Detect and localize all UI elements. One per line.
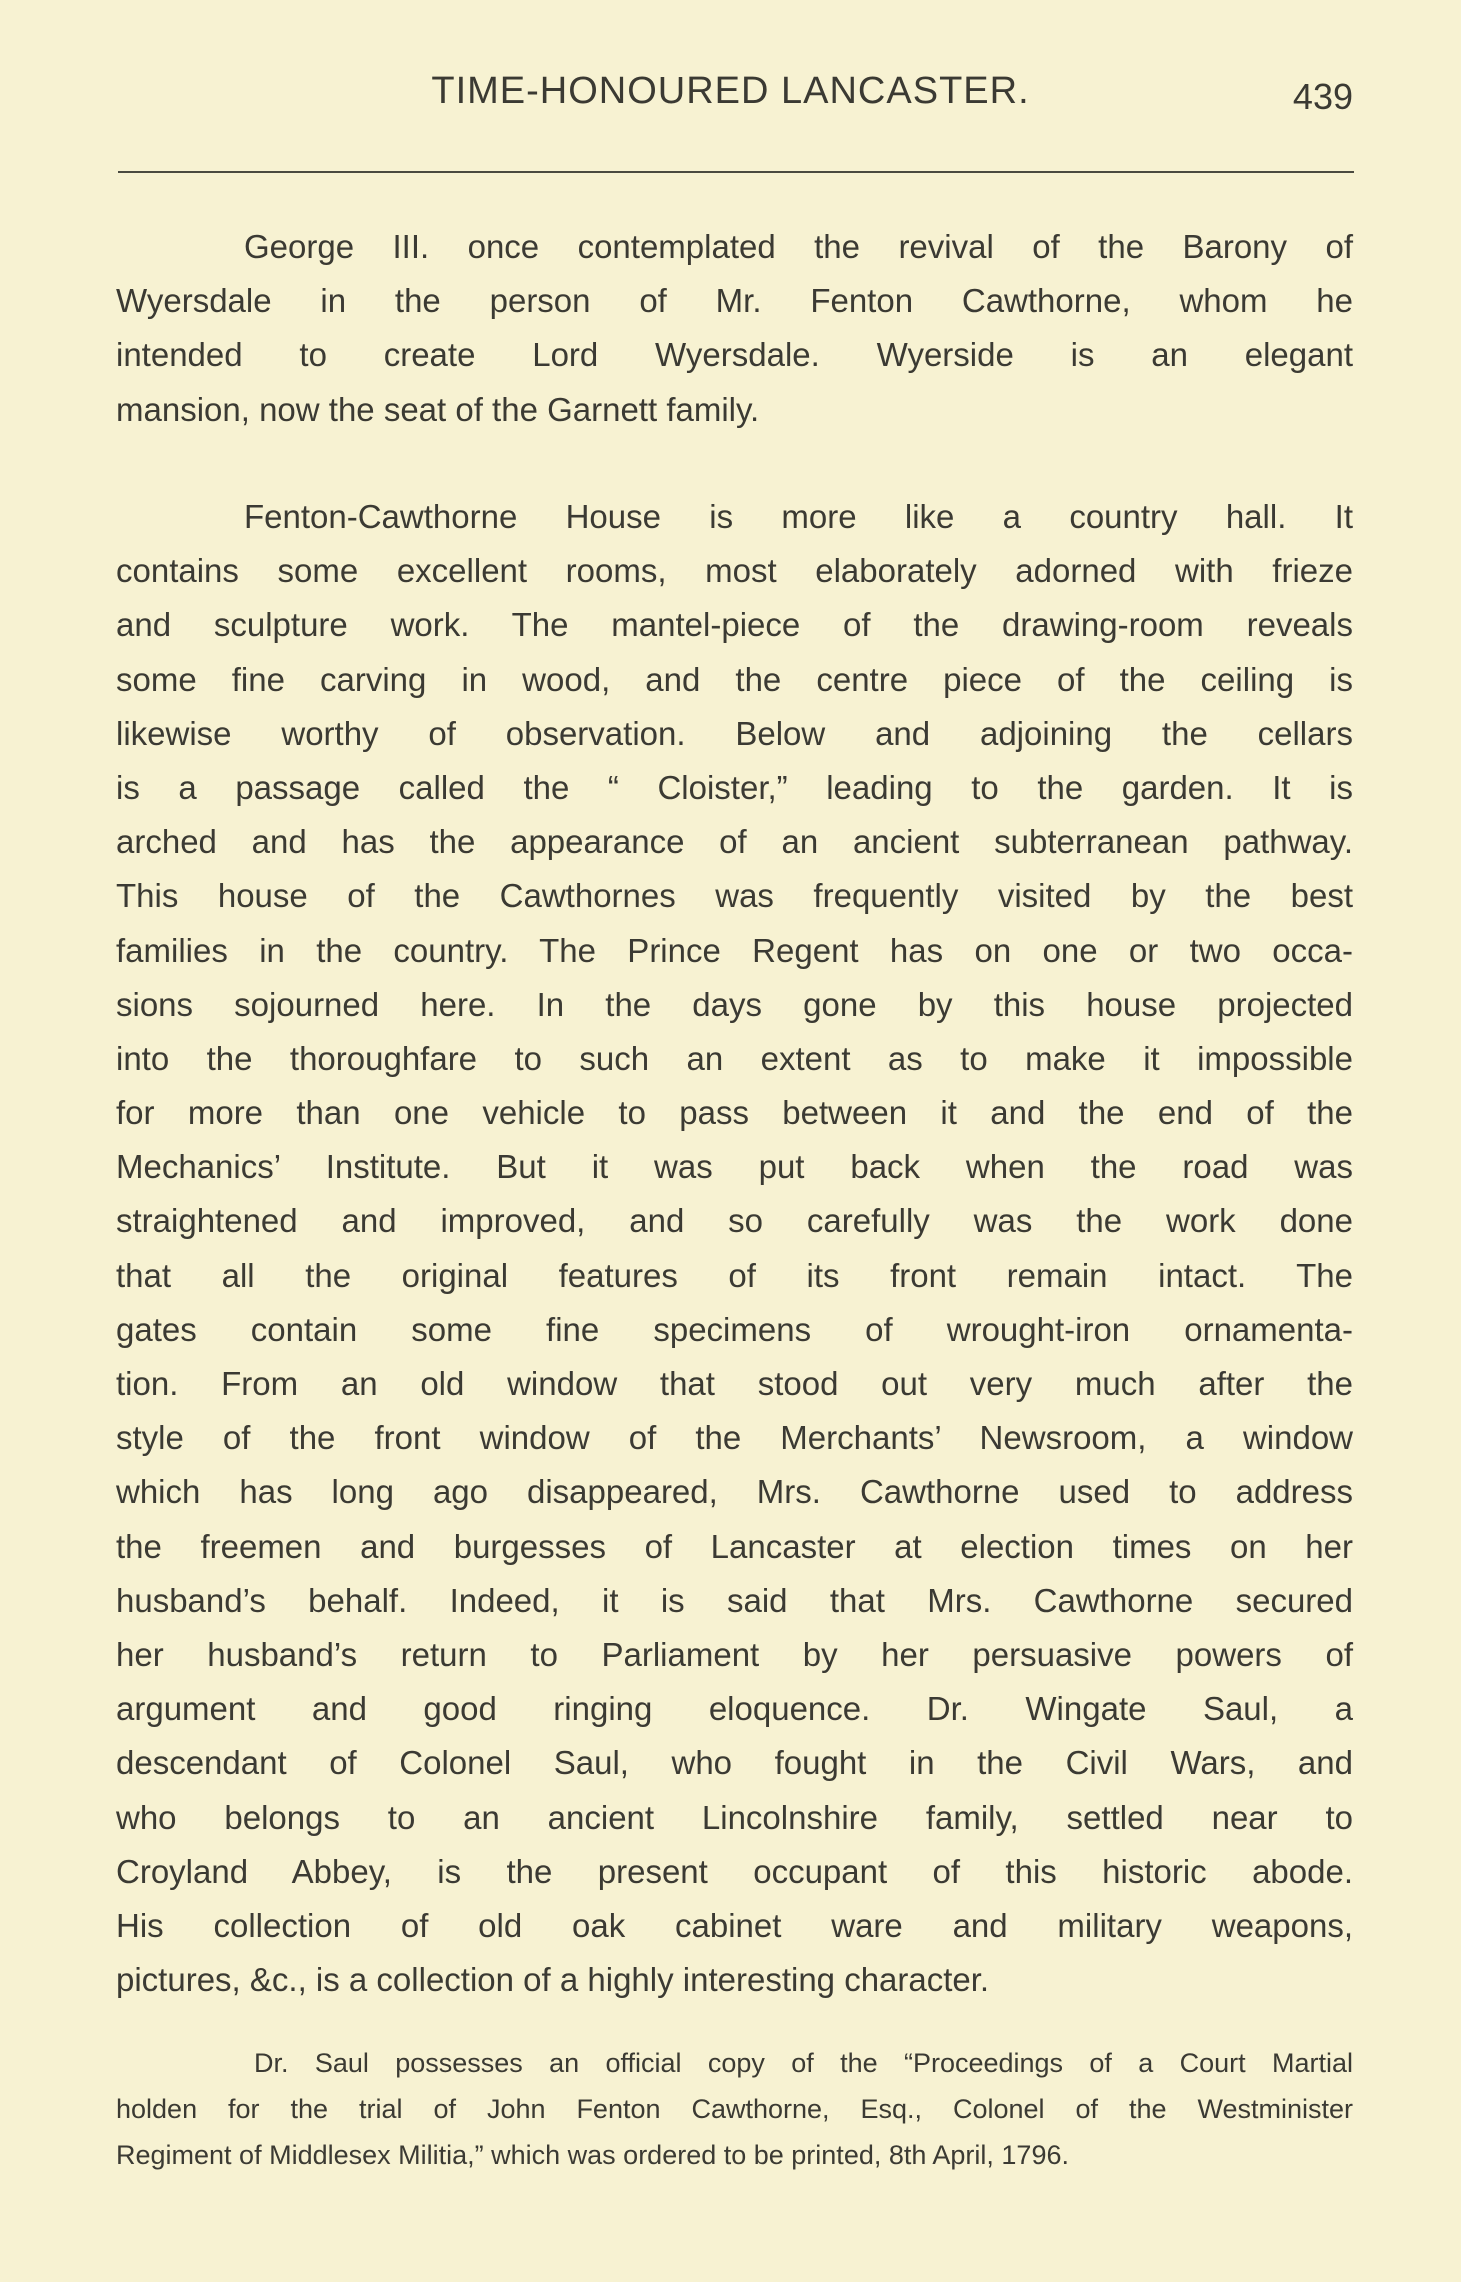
text-line: and sculpture work. The mantel-piece of the drawing-room reveals [116,606,1353,644]
text-line: Fenton-Cawthorne House is more like a country hall. It [244,498,1353,535]
text-line: her husband’s return to Parliament by her persuasive powers of [116,1635,1353,1673]
text-line: is a passage called the “ Cloister,” leading to the garden. It is [116,768,1353,806]
text-line: pictures, &c., is a collection of a highly interesting character. [116,1961,990,1999]
text-line: Dr. Saul possesses an official copy of the “Proceedings of a Court Martial [254,2048,1353,2078]
text-line: likewise worthy of observation. Below and adjoining the cellars [116,714,1353,752]
text-line: intended to create Lord Wyersdale. Wyerside is an elegant [116,336,1353,374]
text-line: for more than one vehicle to pass between it and the end of the [116,1094,1353,1132]
paragraph-1 [116,220,1353,437]
text-line: who belongs to an ancient Lincolnshire family, settled near to [116,1798,1353,1836]
text-line: style of the front window of the Merchants’ Newsroom, a window [116,1419,1353,1457]
text-line: gates contain some fine specimens of wrought-iron ornamenta- [116,1310,1353,1348]
footnote [116,2040,1353,2178]
text-line: into the thoroughfare to such an extent as to make it impossible [116,1039,1353,1077]
text-line: Wyersdale in the person of Mr. Fenton Cawthorne, whom he [116,282,1353,320]
running-title: TIME-HONOURED LANCASTER. [431,70,1030,112]
text-line: contains some excellent rooms, most elaborately adorned with frieze [116,552,1353,590]
text-line: Mechanics’ Institute. But it was put back when the road was [116,1148,1353,1186]
text-line: Regiment of Middlesex Militia,” which was ordered to be printed, 8th April, 1796. [116,2140,1069,2170]
text-line: some fine carving in wood, and the centre piece of the ceiling is [116,660,1353,698]
page-number: 439 [1292,76,1353,117]
text-line: tion. From an old window that stood out very much after the [116,1365,1353,1402]
text-line: This house of the Cawthornes was frequently visited by the best [116,877,1353,915]
text-line: which has long ago disappeared, Mrs. Cawthorne used to address [116,1473,1353,1511]
text-line: His collection of old oak cabinet ware and military weapons, [116,1906,1353,1944]
text-line: Croyland Abbey, is the present occupant of this historic abode. [116,1852,1353,1890]
paragraph-2 [116,490,1353,2007]
text-line: descendant of Colonel Saul, who fought in the Civil Wars, and [116,1744,1353,1782]
text-line: argument and good ringing eloquence. Dr. Wingate Saul, a [116,1690,1353,1728]
text-line: sions sojourned here. In the days gone by this house projected [116,985,1353,1023]
text-line: that all the original features of its front remain intact. The [116,1256,1353,1294]
text-line: George III. once contemplated the revival of the Barony of [244,228,1353,265]
text-line: husband’s behalf. Indeed, it is said that Mrs. Cawthorne secured [116,1581,1353,1619]
header-rule [118,171,1354,173]
text-line: straightened and improved, and so carefully was the work done [116,1202,1353,1240]
running-header [0,70,1461,120]
text-line: arched and has the appearance of an ancient subterranean pathway. [116,823,1353,861]
text-line: the freemen and burgesses of Lancaster at election times on her [116,1527,1353,1565]
text-line: families in the country. The Prince Regent has on one or two occa- [116,931,1353,969]
text-line: holden for the trial of John Fenton Cawthorne, Esq., Colonel of the Westminister [116,2094,1353,2124]
text-line: mansion, now the seat of the Garnett family. [116,390,760,428]
